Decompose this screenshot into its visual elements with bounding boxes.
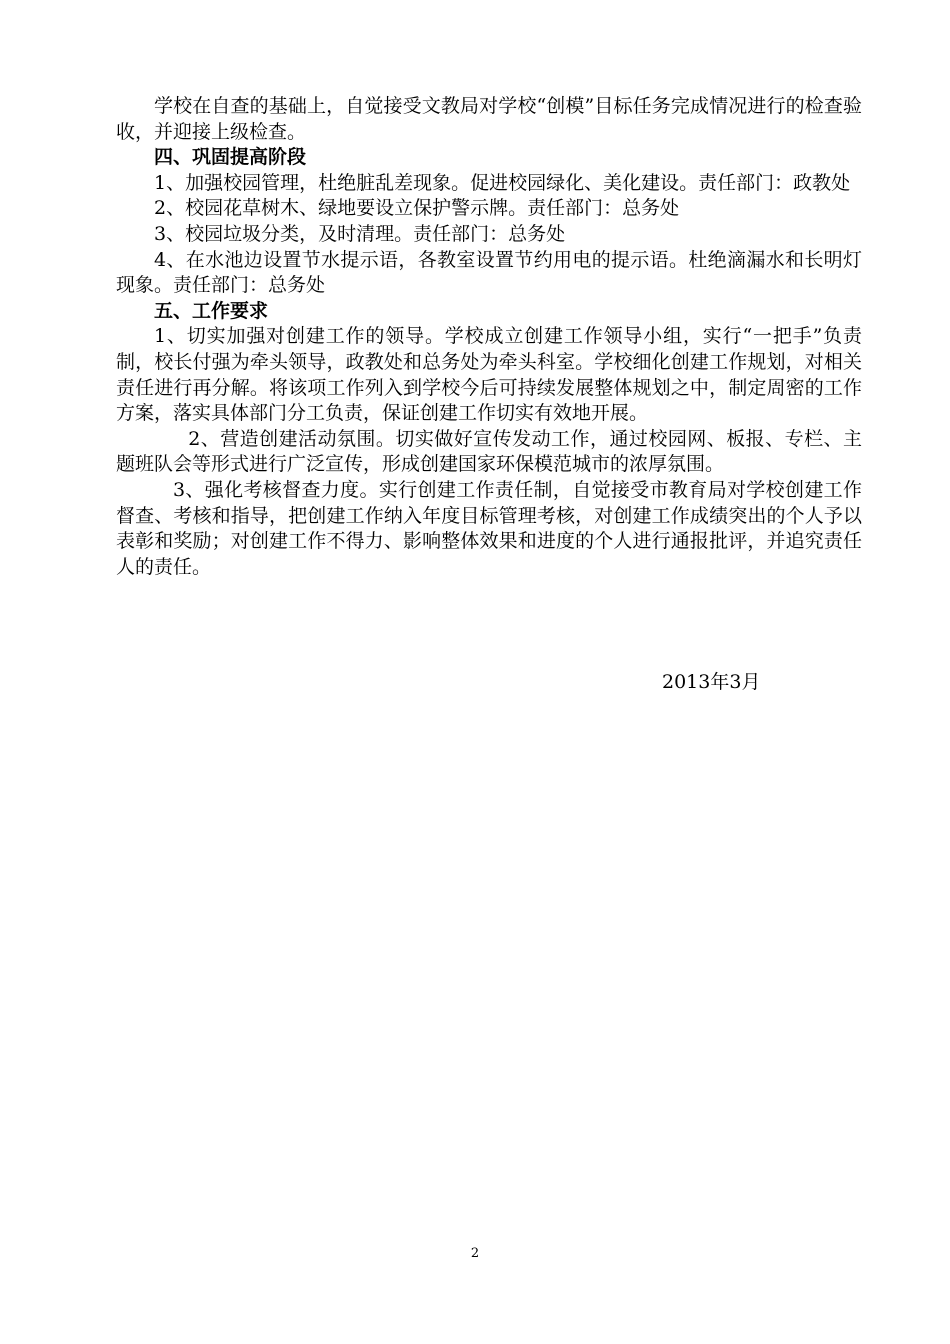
list-item: 1、加强校园管理，杜绝脏乱差现象。促进校园绿化、美化建设。责任部门：政教处 [154,171,851,194]
list-item: 3、强化考核督查力度。实行创建工作责任制，自觉接受市教育局对学校创建工作督查、考核和指导，把创建工作纳入年度目标管理考核，对创建工作成绩突出的个人予以表彰和奖励；对创建工作不得力、影响整体效果和进度的个人进行通报批评，并追究责任人的责任。 [116,478,862,578]
list-item: 1、切实加强对创建工作的领导。学校成立创建工作领导小组，实行“一把手”负责制，校长付强为牵头领导，政教处和总务处为牵头科室。学校细化创建工作规划，对相关责任进行再分解。将该项工作列入到学校今后可持续发展整体规划之中，制定周密的工作方案，落实具体部门分工负责，保证创建工作切实有效地开展。 [116,325,862,425]
paragraph-inspection: 学校在自查的基础上，自觉接受文教局对学校“创模”目标任务完成情况进行的检查验收，并迎接上级检查。 [116,95,862,143]
document-body [116,94,862,580]
list-item: 2、营造创建活动氛围。切实做好宣传发动工作，通过校园网、板报、专栏、主题班队会等形式进行广泛宣传，形成创建国家环保模范城市的浓厚氛围。 [116,427,862,476]
section-heading-consolidation: 四、巩固提高阶段 [154,146,307,169]
section-heading-requirements: 五、工作要求 [154,299,269,322]
list-item: 3、校园垃圾分类，及时清理。责任部门：总务处 [154,222,566,245]
document-date: 2013年3月 [662,671,761,693]
page-number: 2 [470,1246,480,1261]
list-item: 4、在水池边设置节水提示语，各教室设置节约用电的提示语。杜绝滴漏水和长明灯现象。责任部门：总务处 [116,248,862,297]
list-item: 2、校园花草树木、绿地要设立保护警示牌。责任部门：总务处 [154,197,680,220]
